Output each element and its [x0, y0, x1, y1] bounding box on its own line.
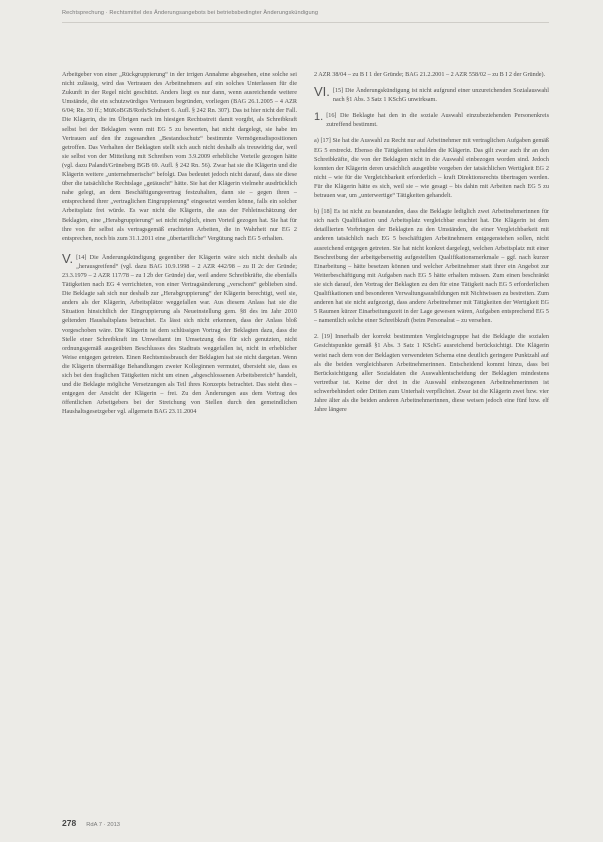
- right-paragraph-4: a) [17] Sie hat die Auswahl zu Recht nur auf Arbeitnehmer mit vertraglichen Aufgaben gemäß EG 5 erstreckt. Ebenso die Tätigkeiten schulden die Klägerin. Das gilt zwar auch ihr an den Schreibkräfte, die von der Beklagten nicht in die Auswahl einbezogen worden sind. Jedoch konnten der Klägerin deren ursächlich ausgeübte vorgeben der tatsächlichen Wertigkeit EG 2 nicht – wie für die Vergleichbarkeit erforderlich – kraft Direktionsrechts übertragen werden. Für die Klägerin hätte es sich, weil sie – wie gesagt – bis dahin mit Arbeiten nach EG 5 zu betrauen war, um „unterwertige“ Tätigkeiten gehandelt.: [314, 137, 549, 200]
- section-v: [62, 250, 297, 417]
- subsection-1-heading: 1.: [314, 111, 324, 124]
- right-paragraph-5: b) [18] Es ist nicht zu beanstanden, dass die Beklagte lediglich zwei Arbeitnehmerinnen für sich nach Qualifikation und Arbeitsplatz vergleichbar erachtet hat. Die Klägerin ist dem detaillierten Vorbringen der Beklagten zu den Umständen, die einer Vergleichbarkeit mit anderen tatsächlich nach EG 5 beschäftigten Arbeitnehmern entgegenstehen sollen, nicht ausreichend entgegen getreten. Sie hat nicht konkret dargelegt, welchen Arbeitsplatz mit einer Beschreibung der arbeitgeberseitig aufgestellten Qualifikationsmerkmale – ggf. nach kurzer Einarbeitung – hätte besetzen können und welcher Arbeitnehmer statt ihrer ein Angebot zur Weiterbeschäftigung mit Aufgaben nach EG 5 hätte erhalten müssen. Zum einen beschränkt sie sich darauf, den Vortrag der Beklagten zu den für eine Tätigkeit nach EG 5 erforderlichen Qualifikationen und besonderen Verwaltungsausbildungen mit Nichtwissen zu bestreiten. Zum anderen hat sie nicht aufgezeigt, dass andere Arbeitnehmer mit Tätigkeiten der Wertigkeit EG 5 Raumen kürzer Einarbeitungszeit in der Lage gewesen wären, Aufgaben entsprechend EG 5 – namentlich solche einer Schreibkraft (beim Personalrat – zu versehen.: [314, 208, 549, 325]
- left-paragraph-1: Arbeitgeber von einer „Rückgruppierung“ in der irrigen Annahme abgesehen, eine solche sei nicht zulässig, wird das Vertrauen des Arbeitnehmers auf ein solches Unterlassen für die Zukunft in der Regel nicht geschützt. Anders liegt es nur dann, wenn ausreichende weitere Umstände, die ein schutzwürdiges Vertrauen begründen, vorliegen (BAG 26.1.2005 – 4 AZR 6/04; Rn. 30 ff.; MüKoBGB/Roth/Schubert 6. Aufl. § 242 Rn. 307). Das ist hier nicht der Fall. Die Klägerin, die im Übrigen nach im hiesigen Rechtsstreit damit vorgibt, als Schreibkraft selbst bei der Beklagten wenn mit EG 5 zu bewerten, hat nicht dargelegt, sie habe im Vertrauen auf den ihr zugesandten „Bestandsschutz“ bestimmte Vermögensdispositionen getroffen. Das Verhalten der Beklagten stellt sich auch nicht deshalb als treuwidrig dar, weil sie selbst von der Mitteilung mit Schreiben vom 3.9.2009 erhebliche Vorteile gezogen hätte (vgl. dazu Palandt/Grüneberg BGB 69. Aufl. § 242 Rn. 56). Zwar hat sie die Klägerin und die Klägerin weitere „unternehmerische“ befolgt. Das bedeutet jedoch nicht darauf, dass sie diese über die tatsächliche Rechtslage „getäuscht“ hätte. Sie hat der Klägerin vielmehr ausdrücklich nahe gelegt, an dem Beschäftigungsvertrag festzuhalten, dann sie – gegen ihren – entsprechend ihrer „vertraglichen Eingruppierung“ eingesetzt werden könne, falls ein solcher Arbeitsplatz frei würde. Es war nicht die Klägerin, die aus der Fehleinschätzung der Beklagten, eine „Herabgruppierung“ sei nicht möglich, einen Vorteil gezogen hat. Sie hat für ihre von ihr selbst als vertragsgemäß erachteten Arbeiten, die in Wahrheit nur EG 2 entsprechen, noch bis zum 31.1.2011 eine „übertarifliche“ Vergütung nach EG 5 erhalten.: [62, 71, 297, 242]
- journal-issue: RdA 7 · 2013: [86, 822, 121, 828]
- page-number: 278: [62, 818, 77, 828]
- section-v-heading: V.: [62, 250, 74, 266]
- left-paragraph-2: [14] Die Änderungskündigung gegenüber der Klägerin wäre sich nicht deshalb als „herausgreifend“ (vgl. dazu BAG 10.9.1998 – 2 AZR 442/98 – zu II 2c der Gründe; 23.3.1979 – 2 AZR 117/78 – zu I 2b der Gründe) dar, weil andere Schreibkräfte, die ebenfalls Tätigkeiten nach EG 4 verrichteten, von einer Vertragsänderung „verschont“ geblieben sind. Die Beklagte sah sich nur deshalb zur „Herabgruppierung“ der Klägerin berechtigt, weil sie, anders als der Klägerin, Arbeitsplätze weggefallen war. Aus diesem Anlass hat sie die Situation hinsichtlich der Eingruppierung als Neueinstellung gem. §8 des im Jahr 2010 geltenden Haushaltsplans betrachtet. Es lässt sich nicht erkennen, dass der Anlass bloß vorgeschoben wäre. Die Klägerin ist dem schlüssigen Vortrag der Beklagten dazu, dass die Stelle einer Schreibkraft im Umweltamt im Umsetzung des für sich genutzten, nicht ordnungsgemäß ausgeübten Beschlusses des Stadtrats weggefallen ist, nicht in erheblicher Weise entgegen getreten. Einen Rechtsmissbrauch der Beklagten hat sie nicht dargetan. Wenn die Klägerin übermäßige Behandlungen zweier Kolleginnen vermutet, übersieht sie, dass es sich bei den fraglichen Tätigkeiten nicht um einen „abgeschlossenen Arbeitsbereich“ handelt, und die Beklagte mögliche Versetzungen als Teil ihres Konzepts betrachtet. Das steht dies – entgegen der Ansicht der Klägerin – frei. Zu den Änderungen aus dem Vortrag des öffentlichen Arbeitgebers bei der Streichung von Stellen durch den gemeindlichen Haushaltsgesetzgeber vgl. allgemein BAG 23.11.2004: [62, 253, 297, 416]
- running-head: Rechtsprechung · Rechtsmittel des Änderungsangebots bei betriebsbedingter Änderungskündigung: [62, 10, 319, 16]
- header-rule: [62, 22, 549, 23]
- left-column: [62, 70, 297, 416]
- right-paragraph-6: 2. [19] Innerhalb der korrekt bestimmten Vergleichsgruppe hat die Beklagte die sozialen Gesichtspunkte gemäß §1 Abs. 3 Satz 1 KSchG ausreichend berücksichtigt. Die Klägerin weist nach dem von der Beklagten verwendeten Schema eine deutlich geringere Punktzahl auf als die beiden vergleichbaren Arbeitnehmerinnen. Entscheidend kommt hinzu, dass bei Berücksichtigung aller Sozialdaten die Auswahlentscheidung der Beklagten mindestens vertretbar ist. Keine der drei in die Auswahl einbezogenen Arbeitnehmerinnen ist schwerbehindert oder Dritten zum Unterhalt verpflichtet. Zwar ist die Klägerin zwei bzw. vier Jahre älter als die beiden anderen Arbeitnehmerinnen, diese weisen jedoch eine fünf bzw. elf Jahre längere: [314, 333, 549, 414]
- subsection-1: [314, 111, 549, 129]
- right-paragraph-3: [16] Die Beklagte hat den in die soziale Auswahl einzubeziehenden Personenkreis zutreffend bestimmt.: [326, 112, 549, 129]
- right-column: [314, 70, 549, 414]
- page-footer: [62, 818, 120, 828]
- right-paragraph-2: [15] Die Änderungskündigung ist nicht aufgrund einer unzureichenden Sozialauswahl nach §1 Abs. 3 Satz 1 KSchG unwirksam.: [332, 87, 549, 104]
- right-paragraph-1: 2 AZR 38/04 – zu B I 1 der Gründe; BAG 21.2.2001 – 2 AZR 558/02 – zu B I 2 der Gründe).: [314, 71, 546, 78]
- section-vi-heading: VI.: [314, 84, 330, 100]
- section-vi: [314, 86, 549, 104]
